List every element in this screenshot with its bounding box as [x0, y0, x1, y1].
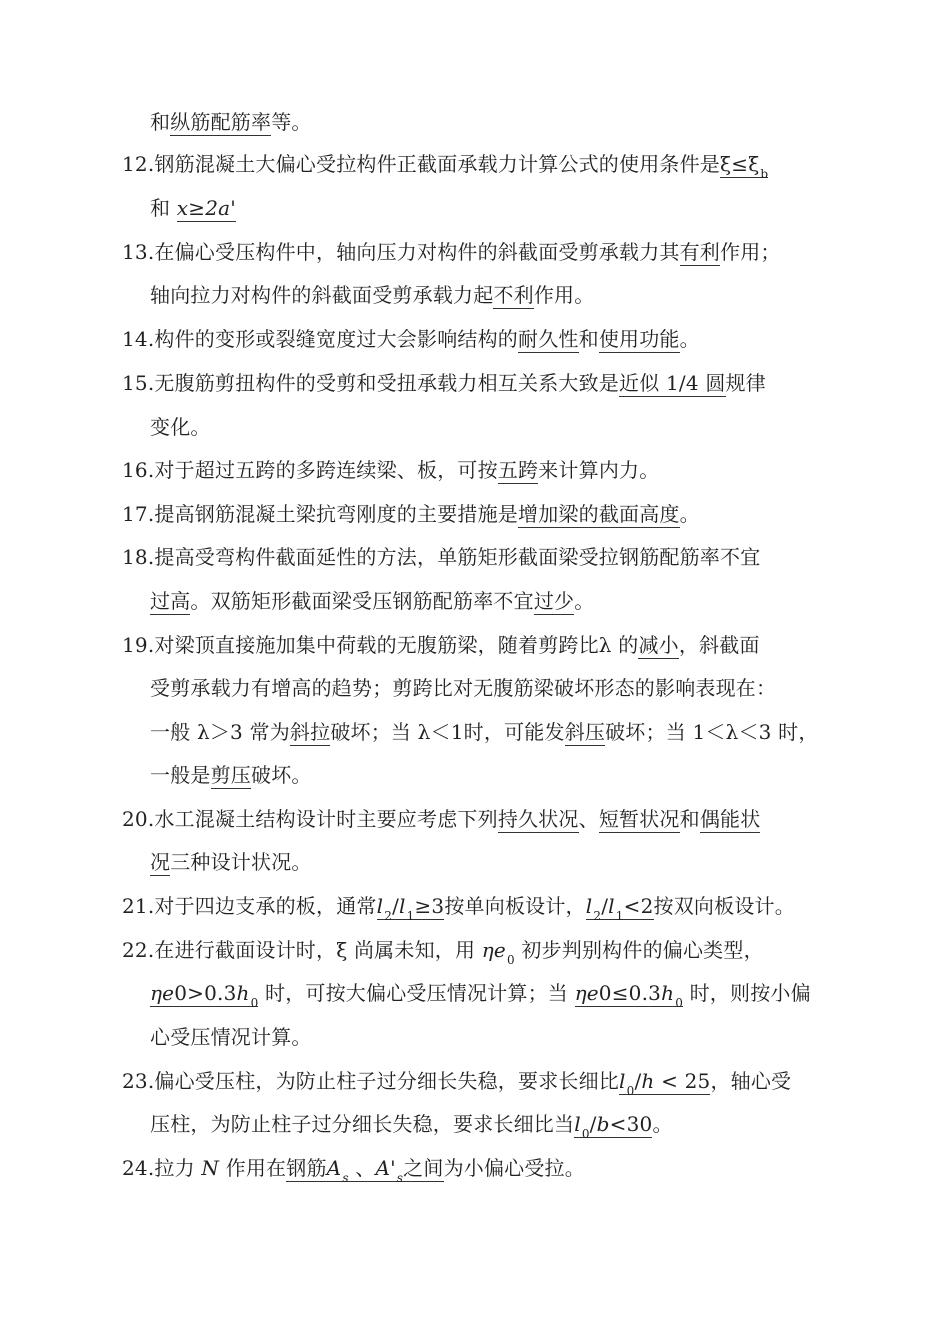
answer-blank: 不利: [493, 283, 534, 307]
answer-blank: 使用功能: [598, 327, 680, 351]
item-12-line-2: 和 x≥2a': [150, 196, 236, 220]
answer-blank: 斜压: [564, 720, 606, 744]
answer-blank: 况: [150, 850, 171, 874]
item-24: 24.拉力 N 作用在钢筋$A_s$ 、$A'_s$之间为小偏心受拉。: [122, 1156, 585, 1185]
item-19-line-2: 受剪承载力有增高的趋势；剪跨比对无腹筋梁破坏形态的影响表现在：: [150, 676, 777, 700]
answer-blank: 耐久性: [518, 327, 579, 351]
answer-blank: $\eta e0>0.3h_0$: [150, 981, 259, 1010]
item-22-line-3: 心受压情况计算。: [150, 1025, 312, 1049]
answer-blank: 五跨: [497, 458, 539, 482]
answer-blank: 增加梁的截面高度: [518, 502, 680, 526]
answer-blank: 过少: [533, 589, 575, 613]
item-13-line-1: 13.在偏心受压构件中，轴向压力对构件的斜截面受剪承载力其有利作用；: [122, 240, 781, 264]
answer-blank: $\xi\le\xi_b$: [720, 152, 769, 181]
answer-blank: 近似 1/4 圆: [619, 371, 726, 395]
item-19-line-1: 19.对梁顶直接施加集中荷载的无腹筋梁，随着剪跨比λ 的减小，斜截面: [122, 633, 760, 657]
answer-blank: 有利: [679, 240, 721, 264]
item-23-line-2: 压柱，为防止柱子过分细长失稳，要求长细比当$l_0/b<30$。: [150, 1112, 673, 1141]
answer-blank: 剪压: [210, 763, 252, 787]
item-13-line-2: 轴向拉力对构件的斜截面受剪承载力起不利作用。: [150, 283, 595, 307]
item-22-line-1: 22.在进行截面设计时，ξ 尚属未知，用 $\eta e_0$ 初步判别构件的偏心类型，: [122, 938, 764, 967]
item-19-line-4: 一般是剪压破坏。: [150, 763, 312, 787]
answer-blank: 斜拉: [289, 720, 331, 744]
answer-blank: $l_2/l_1\ge 3$: [376, 894, 445, 923]
answer-blank: $l_2/l_1<2$: [585, 894, 654, 923]
item-23-line-1: 23.偏心受压柱，为防止柱子过分细长失稳，要求长细比$l_0/h < 25$，轴心受: [122, 1069, 792, 1098]
item-18-line-2: 过高。双筋矩形截面梁受压钢筋配筋率不宜过少。: [150, 589, 595, 613]
item-14: 14.构件的变形或裂缝宽度过大会影响结构的耐久性和使用功能。: [122, 327, 700, 351]
item-15-line-2: 变化。: [150, 415, 211, 439]
item-17: 17.提高钢筋混凝土梁抗弯刚度的主要措施是增加梁的截面高度。: [122, 502, 700, 526]
item-21: 21.对于四边支承的板，通常$l_2/l_1\ge 3$按单向板设计，$l_2/l_1<2$按双向板设计。: [122, 894, 795, 923]
answer-blank: 钢筋$A_s$ 、$A'_s$之间: [286, 1156, 444, 1185]
answer-blank: 纵筋配筋率: [170, 110, 272, 134]
answer-blank: $\eta e0\le 0.3h_0$: [574, 981, 684, 1010]
answer-blank: 偶能状: [699, 807, 761, 831]
answer-blank: 持久状况: [497, 807, 579, 831]
item-12-line-1: 12.钢筋混凝土大偏心受拉构件正截面承载力计算公式的使用条件是$\xi\le\xi_b$: [122, 152, 769, 181]
item-11-line-2: 和纵筋配筋率等。: [150, 110, 312, 134]
item-15-line-1: 15.无腹筋剪扭构件的受剪和受扭承载力相互关系大致是近似 1/4 圆规律: [122, 371, 766, 395]
answer-blank: $l_0/b<30$: [574, 1112, 653, 1141]
answer-blank: x≥2a': [176, 196, 236, 220]
item-18-line-1: 18.提高受弯构件截面延性的方法，单筋矩形截面梁受拉钢筋配筋率不宜: [122, 545, 761, 569]
item-20-line-2: 况三种设计状况。: [150, 850, 312, 874]
answer-blank: 短暂状况: [598, 807, 680, 831]
item-22-line-2: $\eta e0>0.3h_0$ 时，可按大偏心受压情况计算；当 $\eta e0\le 0.3h_0$ 时，则按小偏: [150, 981, 811, 1010]
item-19-line-3: 一般 λ＞3 常为斜拉破坏；当 λ＜1时，可能发斜压破坏；当 1＜λ＜3 时，: [150, 720, 819, 744]
answer-blank: 过高: [150, 589, 191, 613]
item-20-line-1: 20.水工混凝土结构设计时主要应考虑下列持久状况、短暂状况和偶能状: [122, 807, 761, 831]
answer-blank: $l_0/h < 25$: [619, 1069, 711, 1098]
answer-blank: 减小: [638, 633, 679, 657]
item-16: 16.对于超过五跨的多跨连续梁、板，可按五跨来计算内力。: [122, 458, 660, 482]
